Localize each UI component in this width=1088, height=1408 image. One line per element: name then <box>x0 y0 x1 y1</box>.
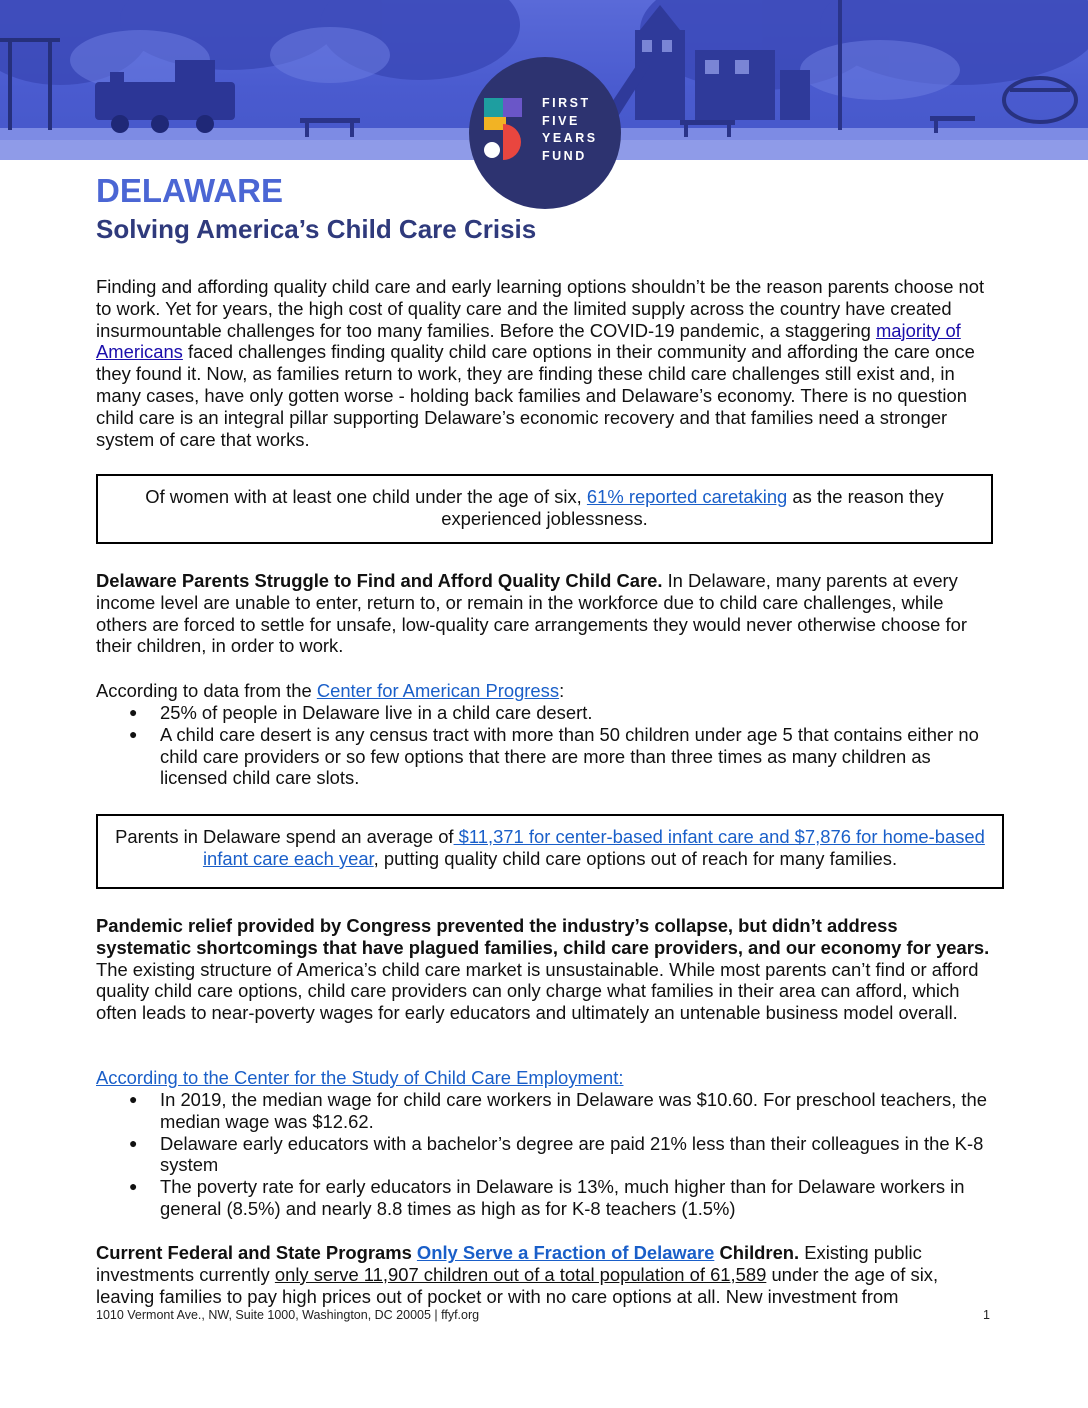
center-for-american-progress-link[interactable]: Center for American Progress <box>316 680 560 701</box>
footer-address: 1010 Vermont Ave., NW, Suite 1000, Washington, DC 20005 | ffyf.org <box>96 1308 480 1322</box>
cap-lead <box>96 680 996 702</box>
intro-paragraph <box>96 276 996 450</box>
logo-line: FIRST <box>542 96 591 110</box>
logo-mark-icon <box>484 98 524 160</box>
list-item <box>96 1176 996 1220</box>
page-number: 1 <box>983 1308 990 1322</box>
intro-text: Finding and affording quality child care and early learning options shouldn’t be the reason parents choose not to work. Yet for years, the high cost of quality care and the limited supply across the country have created insurmountable challenges for too many families. Before the COVID-19 pandemic, a staggering <box>96 276 985 341</box>
section-pandemic-relief <box>96 915 996 1024</box>
bullet-icon: ● <box>129 1091 138 1107</box>
callout-joblessness <box>96 474 993 544</box>
infant-care-cost-link[interactable]: $11,371 for center-based infant care and $7,876 for home-based infant care each year <box>202 826 985 869</box>
list-item-text: Delaware early educators with a bachelor’s degree are paid 21% less than their colleagues in the K-8 system <box>160 1132 984 1176</box>
list-item-text: A child care desert is any census tract with more than 50 children under age 5 that contains either no child care providers or so few options that there are more than three times as many children as licensed child care slots. <box>160 723 979 789</box>
callout-text: , putting quality child care options out of reach for many families. <box>373 848 898 869</box>
bullet-icon: ● <box>129 1178 138 1195</box>
section-body: In Delaware, many parents at every income level are unable to enter, return to, or remain in the workforce due to child care challenges, while others are forced to settle for unsafe, low-quality care arrangements they would never otherwise choose for their children, in order to work. <box>96 570 967 657</box>
list-item <box>96 724 996 789</box>
cscce-lead <box>96 1067 996 1089</box>
state-title: DELAWARE <box>96 172 284 209</box>
page-footer <box>96 1308 996 1322</box>
section-heading: Delaware Parents Struggle to Find and Afford Quality Child Care. <box>96 570 663 591</box>
section-heading: Children. <box>714 1242 800 1263</box>
logo-wordmark <box>542 95 612 165</box>
majority-of-americans-link[interactable]: majority of Americans <box>96 319 961 363</box>
section-body-underlined: only serve 11,907 children out of a total population of 61,589 <box>274 1263 767 1285</box>
section-body: under the age of six, leaving families to pay high prices out of pocket or with no care options at all. New investment from <box>96 1263 939 1307</box>
section-body: The existing structure of America’s child care market is unsustainable. While most parents can’t find or afford quality child care options, child care providers can only charge what families in their area can afford, which often leads to near-poverty wages for early educators and ultimately an untenable business model overall. <box>96 958 979 1024</box>
section-struggle <box>96 570 996 657</box>
section-heading: Pandemic relief provided by Congress prevented the industry’s collapse, but didn’t address systematic shortcomings that have plagued families, child care providers, and our economy for years. <box>96 915 990 958</box>
section-programs <box>96 1242 996 1307</box>
cscce-bullet-list <box>96 1089 996 1220</box>
callout-infant-care-cost <box>96 814 1004 889</box>
cscce-link[interactable]: According to the Center for the Study of Child Care Employment: <box>96 1067 624 1088</box>
list-item <box>96 1133 996 1177</box>
cap-bullet-list <box>96 702 996 789</box>
list-item-text: In 2019, the median wage for child care workers in Delaware was $10.60. For preschool teachers, the median wage was $12.62. <box>160 1089 987 1132</box>
callout-text: as the reason they experienced joblessness. <box>441 486 944 529</box>
callout-text: Of women with at least one child under the age of six, <box>145 486 587 507</box>
bullet-icon: ● <box>129 1134 138 1151</box>
callout-text: Parents in Delaware spend an average of <box>115 826 454 847</box>
intro-text: faced challenges finding quality child care options in their community and affording the care once they found it. Now, as families return to work, they are finding these child care challenges still exist and, in many cases, have only gotten worse - holding back families and Delaware’s economy. There is no question child care is an integral pillar supporting Delaware’s economic recovery and that families need a stronger system of care that works. <box>96 341 975 450</box>
section-heading: Current Federal and State Programs <box>96 1242 417 1263</box>
bullet-icon: ● <box>129 725 138 742</box>
bullet-icon: ● <box>129 704 138 720</box>
fraction-of-delaware-link[interactable]: Only Serve a Fraction of Delaware <box>416 1242 715 1263</box>
logo-line: YEARS <box>542 131 598 145</box>
cap-lead-text: According to data from the <box>96 680 317 701</box>
list-item <box>96 702 996 724</box>
first-five-years-fund-logo <box>469 57 621 209</box>
section-body: Existing public investments currently <box>96 1242 922 1285</box>
cap-lead-colon: : <box>559 680 565 701</box>
caretaking-link[interactable]: 61% reported caretaking <box>586 486 788 507</box>
page-subtitle: Solving America’s Child Care Crisis <box>96 214 537 244</box>
logo-line: FUND <box>542 148 587 163</box>
logo-line: FIVE <box>542 113 580 128</box>
list-item-text: The poverty rate for early educators in Delaware is 13%, much higher than for Delaware workers in general (8.5%) and nearly 8.8 times as high as for K-8 teachers (1.5%) <box>160 1176 965 1219</box>
list-item <box>96 1089 996 1133</box>
list-item-text: 25% of people in Delaware live in a child care desert. <box>160 702 593 723</box>
